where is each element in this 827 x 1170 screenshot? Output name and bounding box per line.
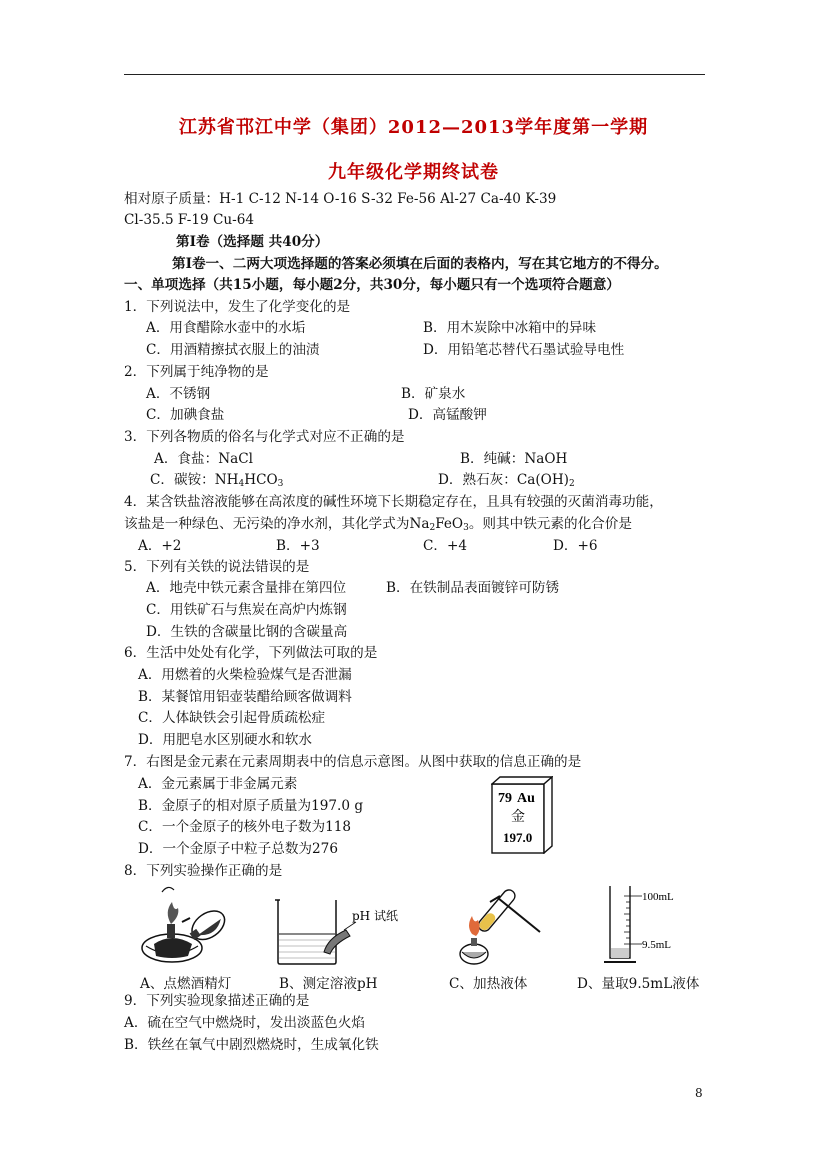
q5-stem: 5．下列有关铁的说法错误的是: [124, 559, 310, 575]
heating-liquid-figure: [454, 880, 544, 966]
q5-option-a: A．地壳中铁元素含量排在第四位: [146, 580, 347, 596]
q6-option-a: A．用燃着的火柴检验煤气是否泄漏: [138, 667, 352, 683]
q5-option-c: C．用铁矿石与焦炭在高炉内炼钢: [146, 602, 347, 618]
q8-option-a-caption: A、点燃酒精灯: [140, 976, 232, 992]
q7-stem: 7．右图是金元素在元素周期表中的信息示意图。从图中获取的信息正确的是: [124, 754, 582, 770]
q1-stem: 1．下列说法中，发生了化学变化的是: [124, 299, 351, 315]
q3-option-d: D．熟石灰：$Ca(OH)_2$: [438, 472, 575, 489]
atomic-masses-line2: Cl-35.5 F-19 Cu-64: [124, 212, 255, 228]
cylinder-mark-label: 9.5mL: [642, 939, 672, 951]
q8-option-d-caption: D、量取9.5mL液体: [577, 976, 700, 992]
q4-option-a: A．+2: [138, 538, 182, 554]
q4-option-c: C．+4: [423, 538, 468, 554]
q9-stem: 9．下列实验现象描述正确的是: [124, 993, 310, 1009]
ph-test-figure: [272, 894, 407, 966]
q3-option-a: A．食盐：NaCl: [154, 451, 253, 467]
graduated-cylinder-figure: [598, 882, 698, 968]
atomic-masses-line1: 相对原子质量：H-1 C-12 N-14 O-16 S-32 Fe-56 Al-27 Ca-40 K-39: [124, 191, 557, 207]
q6-option-c: C．人体缺铁会引起骨质疏松症: [138, 710, 326, 726]
element-mass: 197.0: [503, 830, 533, 845]
q1-option-b: B．用木炭除中冰箱中的异味: [423, 320, 597, 336]
q4-option-b: B．+3: [276, 538, 320, 554]
q2-option-a: A．不锈钢: [146, 386, 211, 402]
q5-option-d: D．生铁的含碳量比钢的含碳量高: [146, 624, 348, 640]
q2-option-d: D．高锰酸钾: [408, 407, 487, 423]
q1-option-a: A．用食醋除水壶中的水垢: [146, 320, 306, 336]
q8-stem: 8．下列实验操作正确的是: [124, 863, 283, 879]
q5-option-b: B．在铁制品表面镀锌可防锈: [386, 580, 560, 596]
q9-option-b: B．铁丝在氧气中剧烈燃烧时，生成氧化铁: [124, 1037, 379, 1053]
q4-stem-line1: 4．某含铁盐溶液能够在高浓度的碱性环境下长期稳定存在，且具有较强的灭菌消毒功能，: [124, 494, 663, 510]
ph-paper-label: pH 试纸: [352, 909, 398, 923]
q7-option-b: B．金原子的相对原子质量为197.0 g: [138, 798, 364, 814]
element-number: 79: [498, 791, 512, 806]
instruction: 第Ⅰ卷一、二两大项选择题的答案必须填在后面的表格内，写在其它地方的不得分。: [172, 256, 668, 272]
cylinder-top-label: 100mL: [642, 891, 674, 903]
exam-school-title: 江苏省邗江中学（集团）2012—2013学年度第一学期: [178, 117, 649, 138]
header-rule: [124, 74, 705, 75]
q6-option-d: D．用肥皂水区别硬水和软水: [138, 732, 313, 748]
element-name: 金: [511, 809, 525, 825]
alcohol-lamp-lighting-figure: [134, 882, 234, 966]
q6-stem: 6．生活中处处有化学，下列做法可取的是: [124, 645, 378, 661]
element-symbol: Au: [517, 791, 535, 806]
section-title: 第Ⅰ卷（选择题 共40分）: [176, 234, 329, 250]
q8-option-b-caption: B、测定溶液pH: [279, 976, 378, 992]
q6-option-b: B．某餐馆用铝壶装醋给顾客做调料: [138, 689, 352, 705]
q9-option-a: A．硫在空气中燃烧时，发出淡蓝色火焰: [124, 1015, 365, 1031]
q2-option-c: C．加碘食盐: [146, 407, 225, 423]
q7-option-a: A．金元素属于非金属元素: [138, 776, 298, 792]
page-number: 8: [695, 1086, 703, 1100]
q2-option-b: B．矿泉水: [401, 386, 466, 402]
exam-paper-title: 九年级化学期终试卷: [328, 162, 499, 183]
q1-option-c: C．用酒精擦拭衣服上的油渍: [146, 342, 320, 358]
q4-stem-line2: 该盐是一种绿色、无污染的净水剂，其化学式为$Na_2FeO_3$。则其中铁元素的化合价是: [124, 516, 632, 533]
q2-stem: 2．下列属于纯净物的是: [124, 364, 269, 380]
q4-option-d: D．+6: [553, 538, 598, 554]
part1-heading: 一、单项选择（共15小题，每小题2分，共30分，每小题只有一个选项符合题意）: [124, 277, 620, 293]
q7-option-d: D．一个金原子中粒子总数为276: [138, 841, 338, 857]
q3-option-c: C．碳铵：$NH_4HCO_3$: [150, 472, 284, 489]
q3-option-b: B．纯碱：NaOH: [460, 451, 568, 467]
q1-option-d: D．用铅笔芯替代石墨试验导电性: [423, 342, 625, 358]
q3-stem: 3．下列各物质的俗名与化学式对应不正确的是: [124, 429, 405, 445]
gold-element-card: [491, 776, 553, 854]
q8-option-c-caption: C、加热液体: [449, 976, 528, 992]
q7-option-c: C．一个金原子的核外电子数为118: [138, 819, 352, 835]
